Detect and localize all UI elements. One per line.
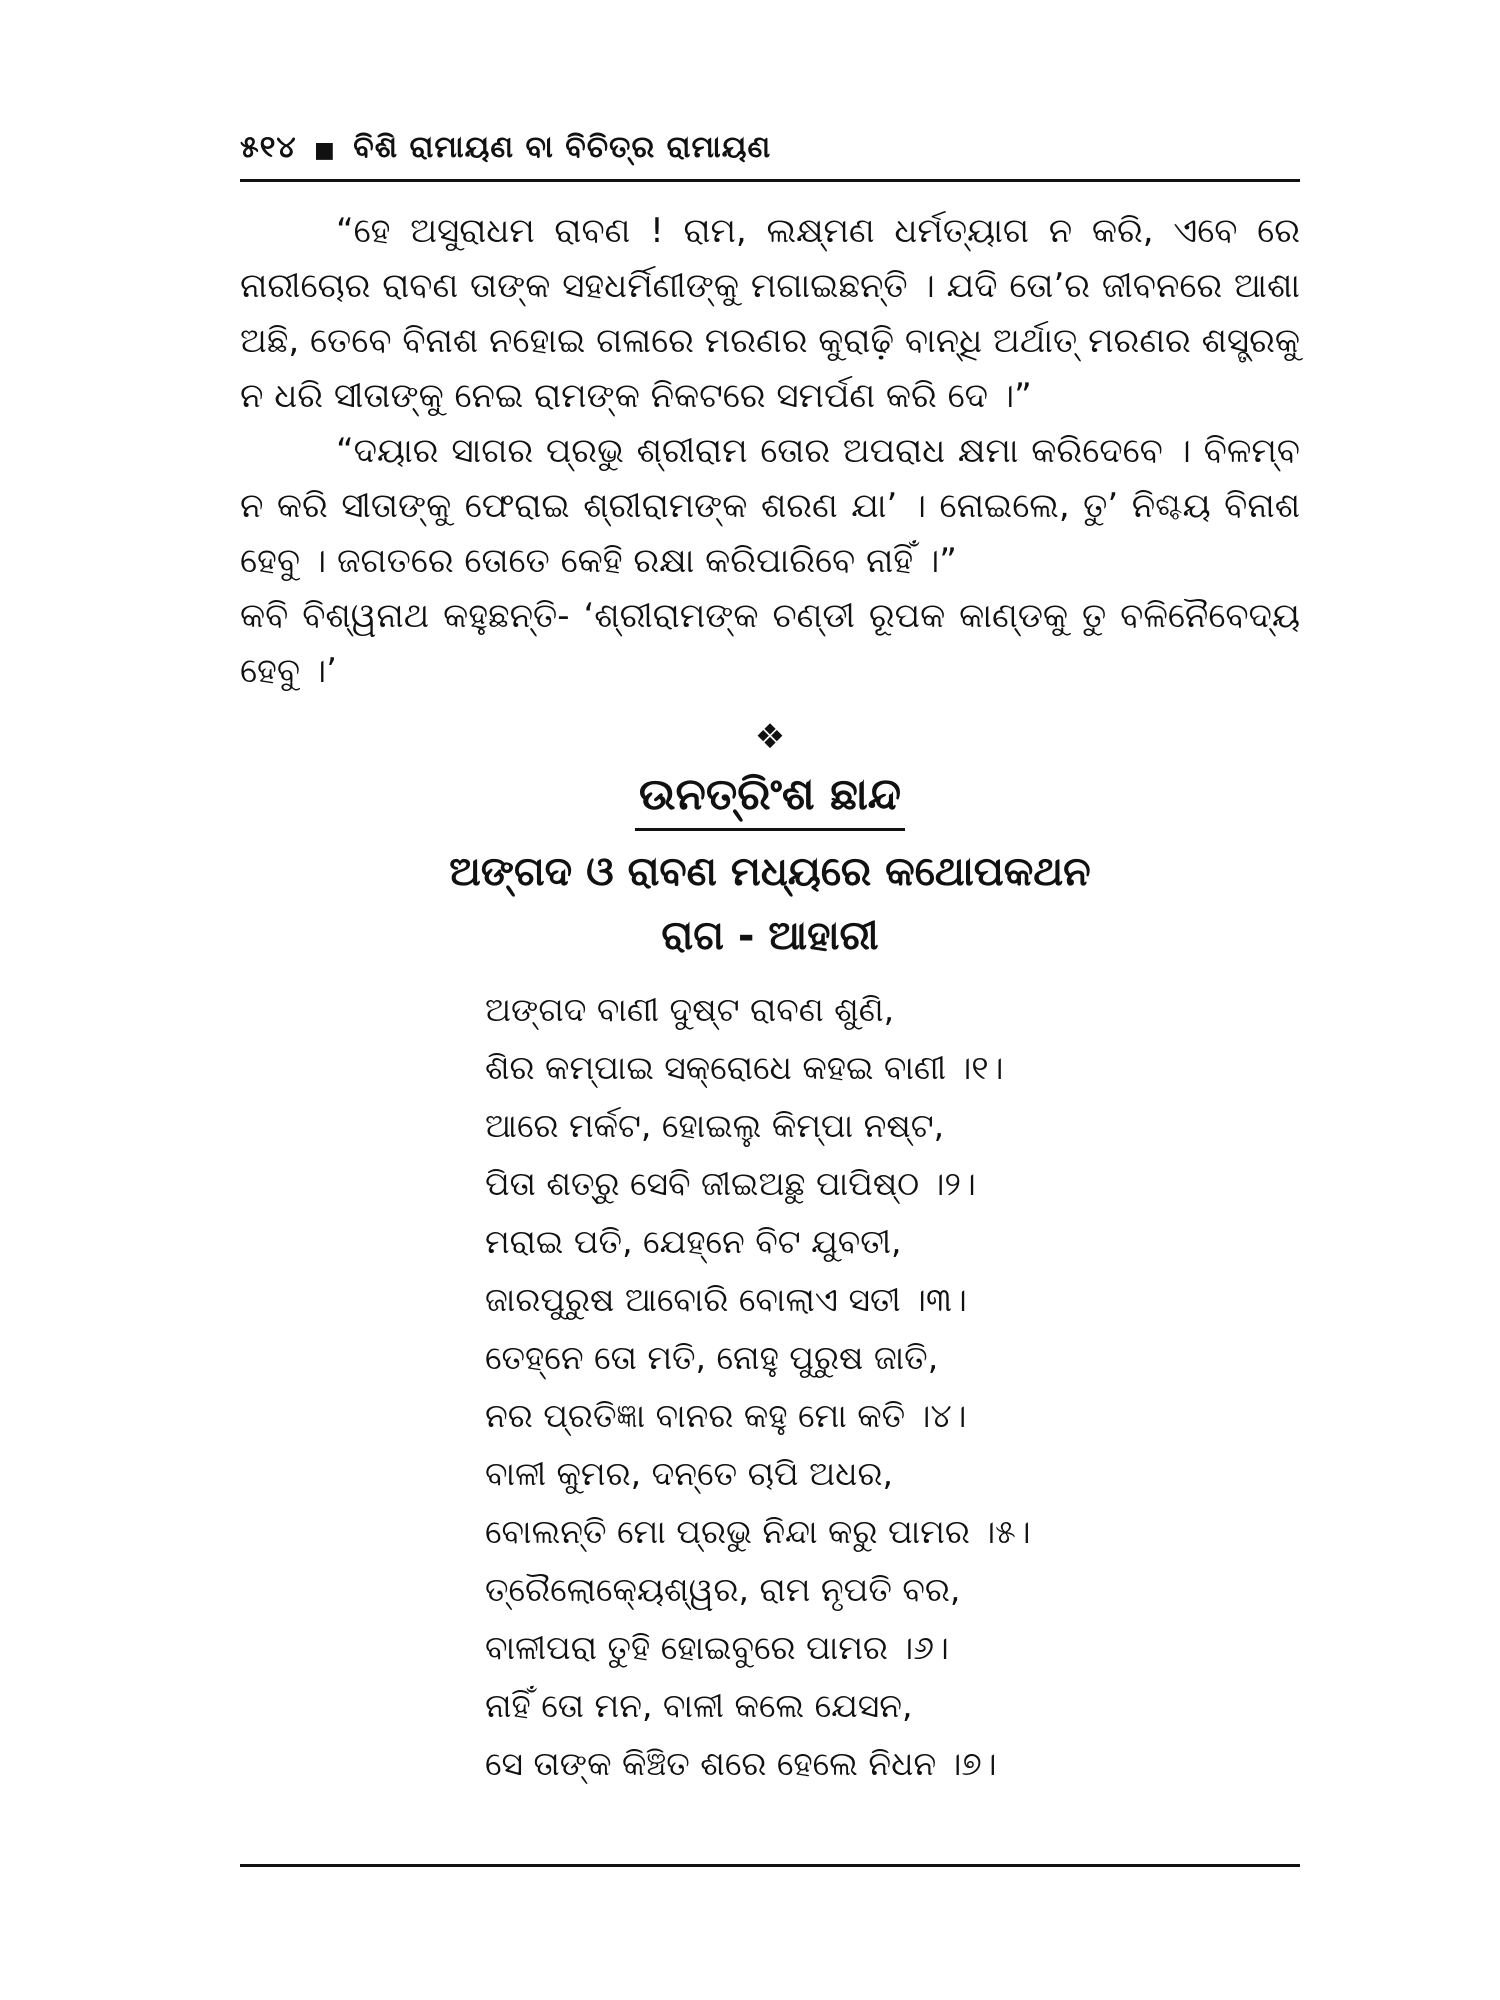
- verse-line: ତେହ୍ନେ ତୋ ମତି, ନୋହୁ ପୁରୁଷ ଜାତି,: [485, 1338, 939, 1377]
- verse-line: ବୋଲନ୍ତି ମୋ ପ୍ରଭୁ ନିନ୍ଦା କରୁ ପାମର ।୫।: [485, 1512, 1031, 1551]
- book-page: [240, 130, 1300, 1793]
- verse-line: ସେ ତାଙ୍କ କିଞ୍ଚିତ ଶରେ ହେଲେ ନିଧନ ।୭।: [485, 1744, 997, 1783]
- ornament-icon: ❖: [754, 717, 786, 757]
- verse-line: ଆରେ ମର୍କଟ, ହୋଇଲୁ କିମ୍ପା ନଷ୍ଟ,: [485, 1106, 945, 1145]
- verse-line: ନାହିଁ ତୋ ମନ, ବାଳୀ କଲେ ଯେସନ,: [485, 1686, 913, 1725]
- verse-line: ବାଳୀପରା ତୁହି ହୋଇବୁରେ ପାମର ।୬।: [485, 1628, 949, 1667]
- book-title: ବିଶି ରାମାୟଣ ବା ବିଚିତ୍ର ରାମାୟଣ: [353, 130, 772, 165]
- verse-list: [485, 981, 1300, 1793]
- verse-line: ନର ପ୍ରତିଜ୍ଞା ବାନର କହୁ ମୋ କତି ।୪।: [485, 1396, 967, 1435]
- verse-line: ଶିର କମ୍ପାଇ ସକ୍ରୋଧେ କହଇ ବାଣୀ ।୧।: [485, 1048, 1004, 1087]
- verse-line: ମରାଇ ପତି, ଯେହ୍ନେ ବିଟ ଯୁବତୀ,: [485, 1222, 902, 1261]
- verse-line: ଅଙ୍ଗଦ ବାଣୀ ଦୁଷ୍ଟ ରାବଣ ଶୁଣି,: [485, 990, 895, 1029]
- prose-paragraph: “ଦୟାର ସାଗର ପ୍ରଭୁ ଶ୍ରୀରାମ ତୋର ଅପରାଧ କ୍ଷମା କରିଦେବେ । ବିଳମ୍ବ ନ କରି ସୀତାଙ୍କୁ ଫେରାଇ ଶ୍ରୀରାମଙ୍କ ଶରଣ ଯା’ । ନୋଇଲେ, ତୁ’ ନିଶ୍ଚୟ ବିନାଶ ହେବୁ । ଜଗତରେ ତୋତେ କେହି ରକ୍ଷା କରିପାରିବେ ନାହିଁ ।”: [240, 431, 1300, 581]
- verse-line: ବାଳୀ କୁମର, ଦନ୍ତେ ଚାପି ଅଧର,: [485, 1454, 893, 1493]
- prose-paragraph: କବି ବିଶ୍ୱନାଥ କହୁଛନ୍ତି- ‘ଶ୍ରୀରାମଙ୍କ ଚଣ୍ଡୀ ରୂପକ କାଣ୍ଡକୁ ତୁ ବଳିନୈବେଦ୍ୟ ହେବୁ ।’: [240, 596, 1300, 691]
- chapter-title: ଉନତ୍ରିଂଶ ଛାନ୍ଦ: [635, 769, 905, 831]
- verse-line: ପିତା ଶତ୍ରୁ ସେବି ଜୀଇଅଛୁ ପାପିଷ୍ଠ ।୨।: [485, 1164, 976, 1203]
- prose-section: [240, 204, 1300, 699]
- page-number: ୫୧୪: [240, 130, 297, 165]
- chapter-subtitle: ଅଙ୍ଗଦ ଓ ରାବଣ ମଧ୍ୟରେ କଥୋପକଥନ: [449, 849, 1091, 895]
- verse-line: ତ୍ରୈଲୋକ୍ୟେଶ୍ୱର, ରାମ ନୃପତି ବର,: [485, 1570, 961, 1609]
- running-header: [240, 130, 1300, 179]
- verse-line: ଜାରପୁରୁଷ ଆବୋରି ବୋଲାଏ ସତୀ ।୩।: [485, 1280, 967, 1319]
- prose-paragraph: “ହେ ଅସୁରାଧମ ରାବଣ ! ରାମ, ଲକ୍ଷ୍ମଣ ଧର୍ମତ୍ୟାଗ ନ କରି, ଏବେ ରେ ନାରୀଚୋର ରାବଣ ତାଙ୍କ ସହଧର୍ମିଣୀଙ୍କୁ ମଗାଇଛନ୍ତି । ଯଦି ତୋ’ର ଜୀବନରେ ଆଶା ଅଛି, ତେବେ ବିନାଶ ନହୋଇ ଗଳାରେ ମରଣର କୁରାଢ଼ି ବାନ୍ଧି ଅର୍ଥାତ୍ ମରଣର ଶସ୍ତ୍ରକୁ ନ ଧରି ସୀତାଙ୍କୁ ନେଇ ରାମଙ୍କ ନିକଟରେ ସମର୍ପଣ କରି ଦେ ।”: [240, 211, 1300, 416]
- footer-rule: [240, 1864, 1300, 1867]
- header-rule: [240, 179, 1300, 182]
- square-separator-icon: ■: [314, 138, 336, 163]
- chapter-heading: [240, 769, 1300, 831]
- raga-label: ରାଗ - ଆହାରୀ: [661, 913, 879, 959]
